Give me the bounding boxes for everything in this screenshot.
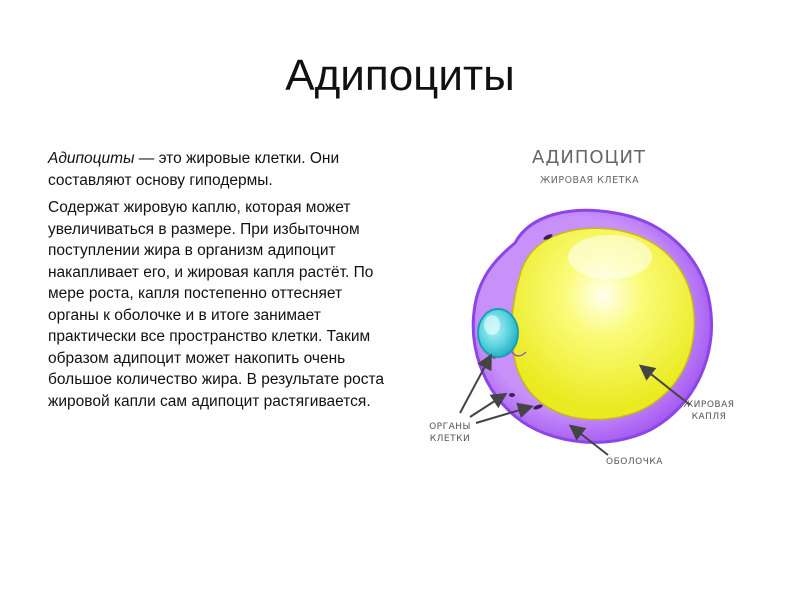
paragraph-definition — [48, 148, 396, 191]
diagram-title: АДИПОЦИТ — [532, 147, 646, 168]
label-organs: ОРГАНЫ КЛЕТКИ — [429, 422, 471, 444]
body-text — [48, 148, 396, 418]
slide-title: Адипоциты — [285, 51, 515, 100]
adipocyte-diagram — [420, 145, 760, 485]
label-membrane: ОБОЛОЧКА — [606, 457, 663, 467]
nucleus-highlight — [484, 315, 500, 335]
nucleus — [478, 309, 518, 357]
arrow-organs-1 — [460, 357, 490, 413]
diagram-subtitle: ЖИРОВАЯ КЛЕТКА — [540, 175, 640, 186]
paragraph-description: Содержат жировую каплю, которая может увеличиваться в размере. При избыточном поступлении жира в организм адипоцит накапливает его, и жировая капля растёт. По мере роста, капля постепенно оттесняет органы к оболочке и в итоге занимает практически все пространство клетки. Таким образом адипоцит может накопить очень большое количество жира. В результате роста жировой капли сам адипоцит растягивается. — [48, 199, 384, 410]
droplet-highlight — [568, 235, 652, 279]
term-adipocytes: Адипоциты — [48, 150, 135, 167]
organelle-4 — [509, 393, 515, 397]
definition-text: — это жировые клетки. Они составляют основу гиподермы. — [48, 150, 340, 189]
label-fat-droplet: ЖИРОВАЯ КАПЛЯ — [683, 400, 735, 422]
arrow-organs-2 — [470, 395, 504, 417]
